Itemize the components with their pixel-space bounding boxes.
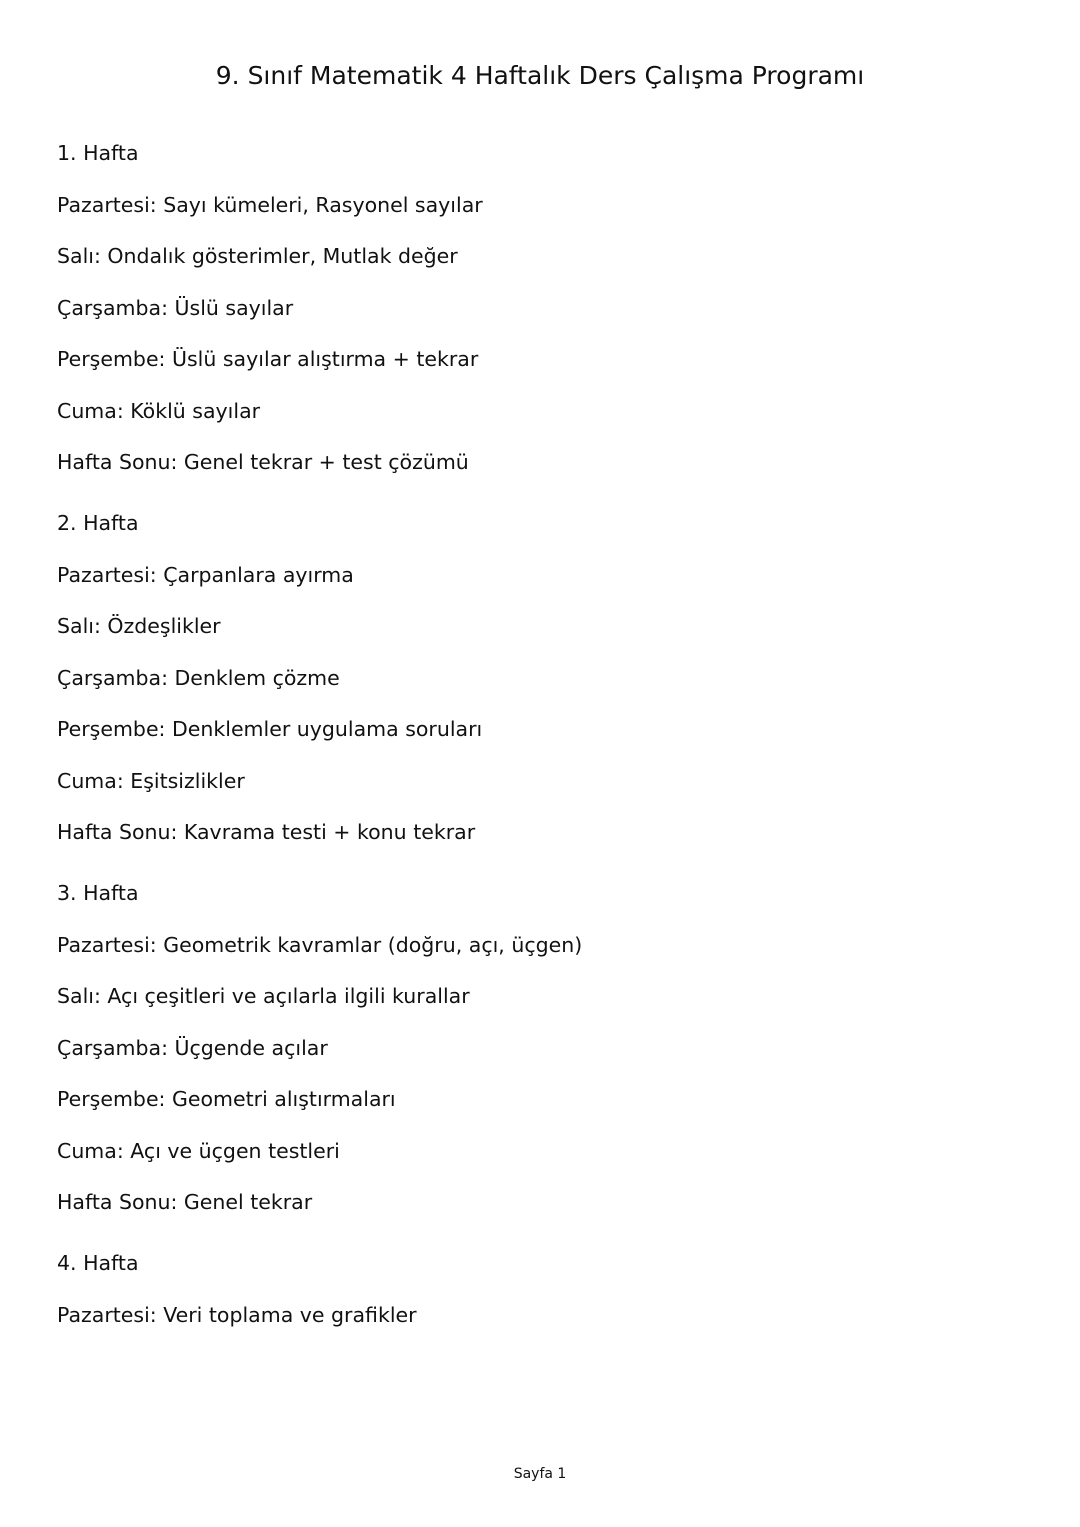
day-item-wednesday: Çarşamba: Üslü sayılar [57,295,294,320]
day-item-friday: Cuma: Köklü sayılar [57,398,261,423]
week-1-section [57,135,1037,480]
day-item-thursday: Perşembe: Denklemler uygulama soruları [57,717,483,741]
day-item-thursday: Perşembe: Geometri alıştırmaları [57,1087,396,1111]
day-item-tuesday: Salı: Açı çeşitleri ve açılarla ilgili kurallar [57,984,470,1008]
week-heading: 1. Hafta [57,141,139,165]
day-item-weekend: Hafta Sonu: Genel tekrar [57,1190,313,1214]
day-item-weekend: Hafta Sonu: Kavrama testi + konu tekrar [57,820,476,844]
page-title: 9. Sınıf Matematik 4 Haftalık Ders Çalışma Programı [215,61,865,90]
day-item-monday: Pazartesi: Çarpanlara ayırma [57,562,354,587]
day-item-monday: Pazartesi: Sayı kümeleri, Rasyonel sayılar [57,192,483,217]
day-item-monday: Pazartesi: Veri toplama ve grafikler [57,1302,417,1327]
day-item-tuesday: Salı: Ondalık gösterimler, Mutlak değer [57,244,458,268]
schedule-content [57,135,1037,1348]
week-3-section [57,875,1037,1220]
week-heading: 2. Hafta [57,511,139,535]
day-item-friday: Cuma: Eşitsizlikler [57,768,245,793]
day-item-monday: Pazartesi: Geometrik kavramlar (doğru, açı, üçgen) [57,932,583,957]
week-2-section [57,505,1037,850]
page-number: Sayfa 1 [513,1466,567,1482]
week-heading: 4. Hafta [57,1251,139,1275]
day-item-tuesday: Salı: Özdeşlikler [57,614,221,638]
week-heading: 3. Hafta [57,881,139,905]
day-item-friday: Cuma: Açı ve üçgen testleri [57,1138,340,1163]
week-4-section [57,1245,1037,1333]
day-item-wednesday: Çarşamba: Denklem çözme [57,665,340,690]
day-item-thursday: Perşembe: Üslü sayılar alıştırma + tekrar [57,347,479,371]
day-item-weekend: Hafta Sonu: Genel tekrar + test çözümü [57,450,469,474]
day-item-wednesday: Çarşamba: Üçgende açılar [57,1035,328,1060]
